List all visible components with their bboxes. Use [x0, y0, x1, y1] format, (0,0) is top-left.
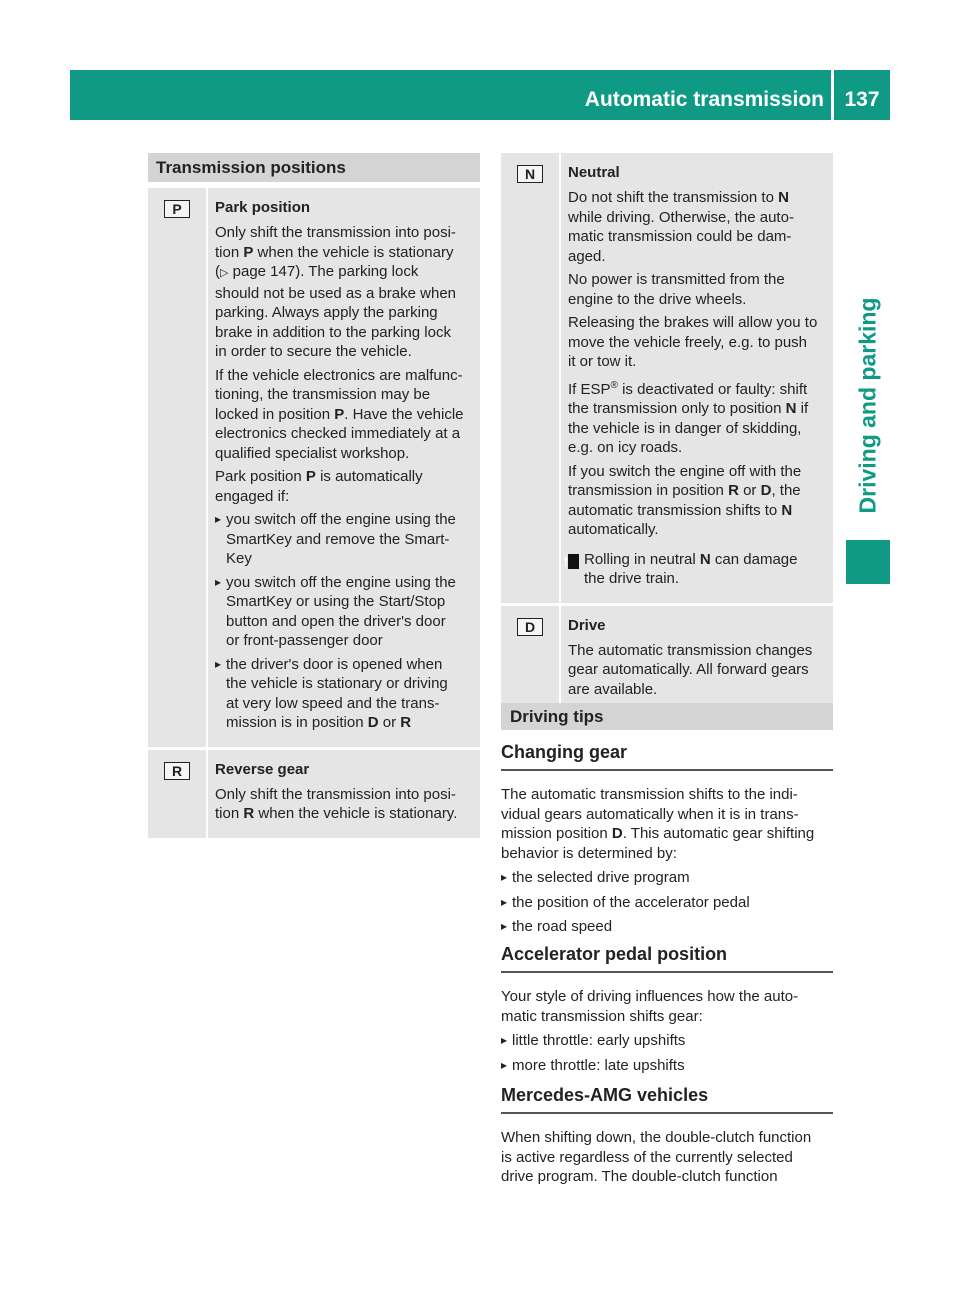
park-para-3: Park position P is automatically engaged if: — [215, 468, 423, 505]
reverse-title: Reverse gear — [215, 760, 310, 778]
neutral-title: Neutral — [568, 164, 620, 181]
transmission-table-right — [501, 153, 833, 713]
neutral-warning: ! Rolling in neutral N can damage the drive train. — [563, 550, 798, 587]
accelerator-heading: Accelerator pedal position — [501, 942, 833, 973]
neutral-para-5: If you switch the engine off with the transmission in position R or D, the automatic transmission shifts to N automatically. — [568, 462, 802, 538]
park-bullet-1: ▸ you switch off the engine using the SmartKey and remove the Smart- Key — [215, 510, 480, 569]
transmission-table-left — [148, 153, 480, 838]
drive-title: Drive — [568, 616, 606, 634]
driving-tips-title: Driving tips — [510, 707, 604, 726]
neutral-symbol-icon: N — [517, 165, 543, 183]
changing-gear-heading: Changing gear — [501, 740, 833, 771]
warning-icon: ! — [568, 554, 579, 569]
accelerator-para: Your style of driving influences how the auto- matic transmission shifts gear: — [501, 988, 799, 1025]
table-title: Transmission positions — [148, 153, 480, 182]
side-tab-marker — [846, 540, 890, 584]
park-bullet-3: ▸ the driver's door is opened when the vehicle is stationary or driving at very low speed and the trans- mission is in position D or R — [215, 655, 480, 733]
page-number: 137 — [844, 88, 880, 111]
list-item: ▸ the position of the accelerator pedal — [501, 893, 833, 913]
park-bullet-2: ▸ you switch off the engine using the SmartKey or using the Start/Stop button and open the driver's door or front-passenger door — [215, 573, 480, 651]
chapter-title: Automatic transmission — [584, 88, 824, 111]
neutral-para-2: No power is transmitted from the engine to the drive wheels. — [568, 271, 785, 308]
neutral-para-1: Do not shift the transmission to N while driving. Otherwise, the auto- matic transmission could be dam- aged. — [568, 189, 794, 265]
page-ref-arrow-icon: ▷ — [220, 267, 229, 279]
list-item: ▸ more throttle: late upshifts — [501, 1056, 833, 1076]
neutral-para-3: Releasing the brakes will allow you to move the vehicle freely, e.g. to push it or tow it. — [568, 314, 818, 370]
park-para-2: If the vehicle electronics are malfunc- tioning, the transmission may be locked in position P. Have the vehicle electronics checked immediately at a qualified specialist workshop. — [215, 366, 464, 462]
list-item: ▸ little throttle: early upshifts — [501, 1031, 833, 1051]
list-item: ▸ the selected drive program — [501, 868, 833, 888]
row-drive — [501, 603, 833, 714]
accelerator-section — [501, 942, 833, 1079]
row-reverse — [148, 747, 480, 838]
amg-section — [501, 1083, 833, 1189]
header-divider — [831, 70, 834, 120]
side-tab — [846, 290, 890, 520]
park-para-1: Only shift the transmission into posi- tion P when the vehicle is stationary (▷ page 147). The parking lock should not be used as a brake when parking. Always apply the parking brake in addition to the parking lock in order to secure the vehicle. — [215, 224, 457, 360]
side-tab-label: Driving and parking — [854, 297, 881, 513]
drive-para-1: The automatic transmission changes gear automatically. All forward gears are available. — [568, 641, 813, 698]
reverse-para-1: Only shift the transmission into posi- tion R when the vehicle is stationary. — [215, 785, 458, 822]
driving-tips-bar — [501, 703, 833, 730]
row-neutral — [501, 153, 833, 603]
list-item: ▸ the road speed — [501, 917, 833, 937]
park-title: Park position — [215, 199, 311, 216]
park-symbol-icon: P — [164, 200, 190, 218]
row-park — [148, 182, 480, 747]
changing-gear-para: The automatic transmission shifts to the indi- vidual gears automatically when it is in trans- mission position D. This automatic gear shifting behavior is determined by: — [501, 786, 815, 862]
amg-heading: Mercedes-AMG vehicles — [501, 1083, 833, 1114]
changing-gear-section — [501, 740, 833, 941]
reverse-symbol-icon: R — [164, 762, 190, 780]
drive-symbol-icon: D — [517, 618, 543, 636]
neutral-para-4: If ESP® is deactivated or faulty: shift the transmission only to position N if the vehicle is in danger of skidding, e.g. on icy roads. — [568, 379, 809, 456]
amg-para: When shifting down, the double-clutch function is active regardless of the currently selected drive program. The double-clutch function — [501, 1129, 812, 1185]
